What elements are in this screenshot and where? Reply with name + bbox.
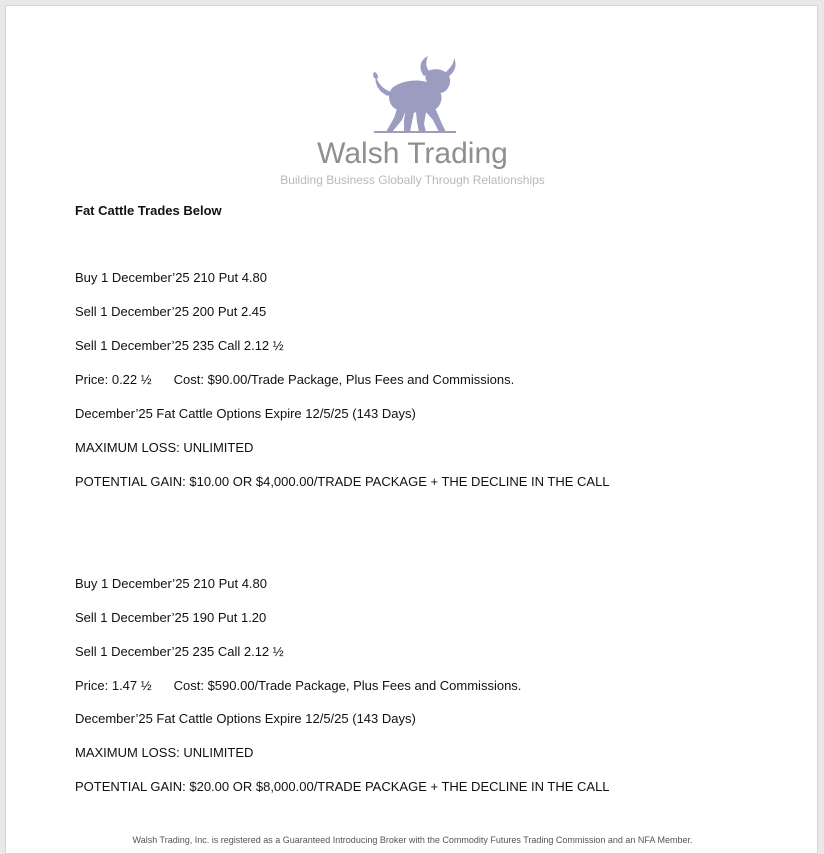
trade-2-expiry: December’25 Fat Cattle Options Expire 12/5/25 (143 Days) xyxy=(75,711,416,726)
brand-name: Walsh Trading xyxy=(317,137,508,170)
company-logo xyxy=(6,54,819,194)
trade-1-leg-3: Sell 1 December’25 235 Call 2.12 ½ xyxy=(75,338,284,353)
trade-2-potential-gain: POTENTIAL GAIN: $20.00 OR $8,000.00/TRADE PACKAGE + THE DECLINE IN THE CALL xyxy=(75,779,610,794)
trade-1-leg-2: Sell 1 December’25 200 Put 2.45 xyxy=(75,304,267,319)
trade-1-expiry: December’25 Fat Cattle Options Expire 12/5/25 (143 Days) xyxy=(75,406,416,421)
bull-icon xyxy=(362,54,468,136)
trade-1-price: Price: 0.22 ½ xyxy=(75,372,152,387)
trade-2-cost: Cost: $590.00/Trade Package, Plus Fees and Commissions. xyxy=(173,678,522,693)
trade-1-leg-1: Buy 1 December’25 210 Put 4.80 xyxy=(75,270,267,285)
brand-tagline: Building Business Globally Through Relationships xyxy=(280,173,545,187)
trade-2-price-line xyxy=(75,678,521,694)
trade-1-max-loss: MAXIMUM LOSS: UNLIMITED xyxy=(75,440,254,455)
footer-disclaimer: Walsh Trading, Inc. is registered as a Guaranteed Introducing Broker with the Commodity Futures Trading Commission and an NFA Member. xyxy=(132,835,693,845)
trade-2-max-loss: MAXIMUM LOSS: UNLIMITED xyxy=(75,745,254,760)
trade-2-price: Price: 1.47 ½ xyxy=(75,678,152,693)
document-page xyxy=(5,5,818,854)
trade-1-price-line xyxy=(75,372,514,388)
trade-1-cost: Cost: $90.00/Trade Package, Plus Fees and Commissions. xyxy=(173,372,515,387)
page-title: Fat Cattle Trades Below xyxy=(75,203,222,218)
trade-2-leg-2: Sell 1 December’25 190 Put 1.20 xyxy=(75,610,267,625)
trade-2-leg-1: Buy 1 December’25 210 Put 4.80 xyxy=(75,576,267,591)
trade-1-potential-gain: POTENTIAL GAIN: $10.00 OR $4,000.00/TRADE PACKAGE + THE DECLINE IN THE CALL xyxy=(75,474,610,489)
trade-2-leg-3: Sell 1 December’25 235 Call 2.12 ½ xyxy=(75,644,284,659)
